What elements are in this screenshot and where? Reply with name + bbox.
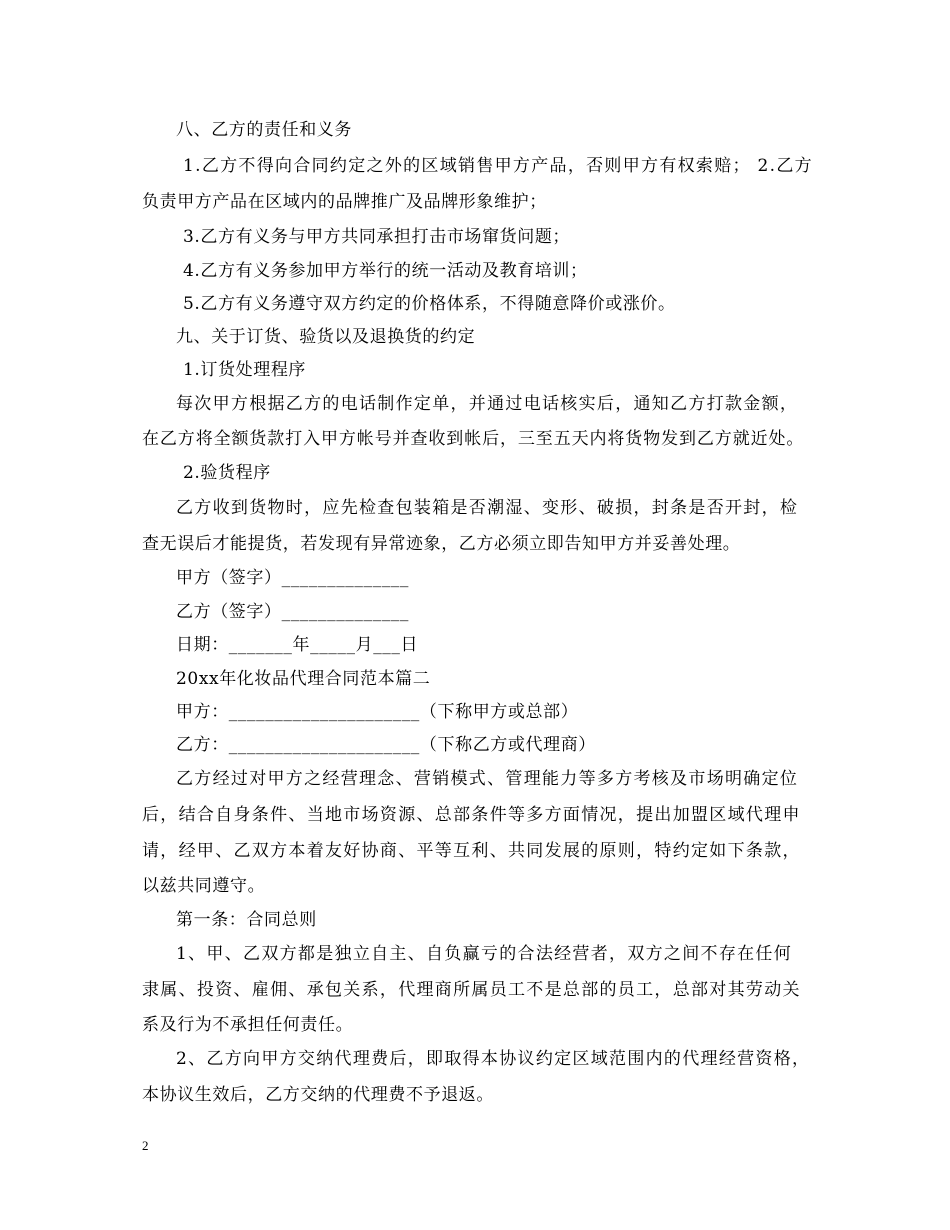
document-title: 20xx年化妆品代理合同范本篇二 bbox=[176, 669, 431, 689]
subheading: 2.验货程序 bbox=[183, 463, 271, 483]
paragraph-line: 2、乙方向甲方交纳代理费后，即取得本协议约定区域范围内的代理经营资格， bbox=[176, 1049, 811, 1069]
party-b-line: 乙方：_____________________（下称乙方或代理商） bbox=[176, 735, 596, 755]
paragraph-line: 4.乙方有义务参加甲方举行的统一活动及教育培训； bbox=[183, 261, 588, 281]
paragraph-line: 后，结合自身条件、当地市场资源、总部条件等多方面情况，提出加盟区域代理申 bbox=[142, 805, 801, 825]
section-9-heading: 九、关于订货、验货以及退换货的约定 bbox=[176, 327, 476, 347]
page-number: 2 bbox=[142, 1138, 149, 1153]
paragraph-line: 负责甲方产品在区域内的品牌推广及品牌形象维护； bbox=[142, 192, 547, 212]
party-a-line: 甲方：_____________________（下称甲方或总部） bbox=[176, 702, 579, 722]
paragraph-line: 隶属、投资、雇佣、承包关系，代理商所属员工不是总部的员工，总部对其劳动关 bbox=[142, 980, 801, 1000]
article-1-heading: 第一条：合同总则 bbox=[176, 910, 317, 930]
paragraph-line: 1、甲、乙双方都是独立自主、自负赢亏的合法经营者，双方之间不存在任何 bbox=[176, 944, 793, 964]
paragraph-line: 5.乙方有义务遵守双方约定的价格体系，不得随意降价或涨价。 bbox=[183, 294, 676, 314]
paragraph-line: 以兹共同遵守。 bbox=[142, 876, 266, 896]
paragraph-line: 请，经甲、乙双方本着友好协商、平等互利、共同发展的原则，特约定如下条款， bbox=[142, 841, 801, 861]
paragraph-line: 本协议生效后，乙方交纳的代理费不予退返。 bbox=[142, 1085, 494, 1105]
paragraph-line: 系及行为不承担任何责任。 bbox=[142, 1015, 354, 1035]
date-line: 日期：_______年_____月___日 bbox=[176, 635, 419, 655]
section-8-heading: 八、乙方的责任和义务 bbox=[176, 120, 352, 140]
signature-line-party-b: 乙方（签字）______________ bbox=[176, 602, 409, 622]
paragraph-line: 乙方经过对甲方之经营理念、营销模式、管理能力等多方考核及市场明确定位 bbox=[176, 769, 799, 789]
paragraph-line: 每次甲方根据乙方的电话制作定单，并通过电话核实后，通知乙方打款金额， bbox=[176, 394, 799, 414]
subheading: 1.订货处理程序 bbox=[183, 360, 307, 380]
paragraph-line: 1.乙方不得向合同约定之外的区域销售甲方产品，否则甲方有权索赔； 2.乙方 bbox=[183, 156, 813, 176]
paragraph-line: 查无误后才能提货，若发现有异常迹象，乙方必须立即告知甲方并妥善处理。 bbox=[142, 534, 741, 554]
paragraph-line: 在乙方将全额货款打入甲方帐号并查收到帐后，三至五天内将货物发到乙方就近处。 bbox=[142, 429, 805, 449]
paragraph-line: 乙方收到货物时，应先检查包装箱是否潮湿、变形、破损，封条是否开封，检 bbox=[176, 498, 799, 518]
paragraph-line: 3.乙方有义务与甲方共同承担打击市场窜货问题； bbox=[183, 227, 571, 247]
signature-line-party-a: 甲方（签字）______________ bbox=[176, 568, 409, 588]
